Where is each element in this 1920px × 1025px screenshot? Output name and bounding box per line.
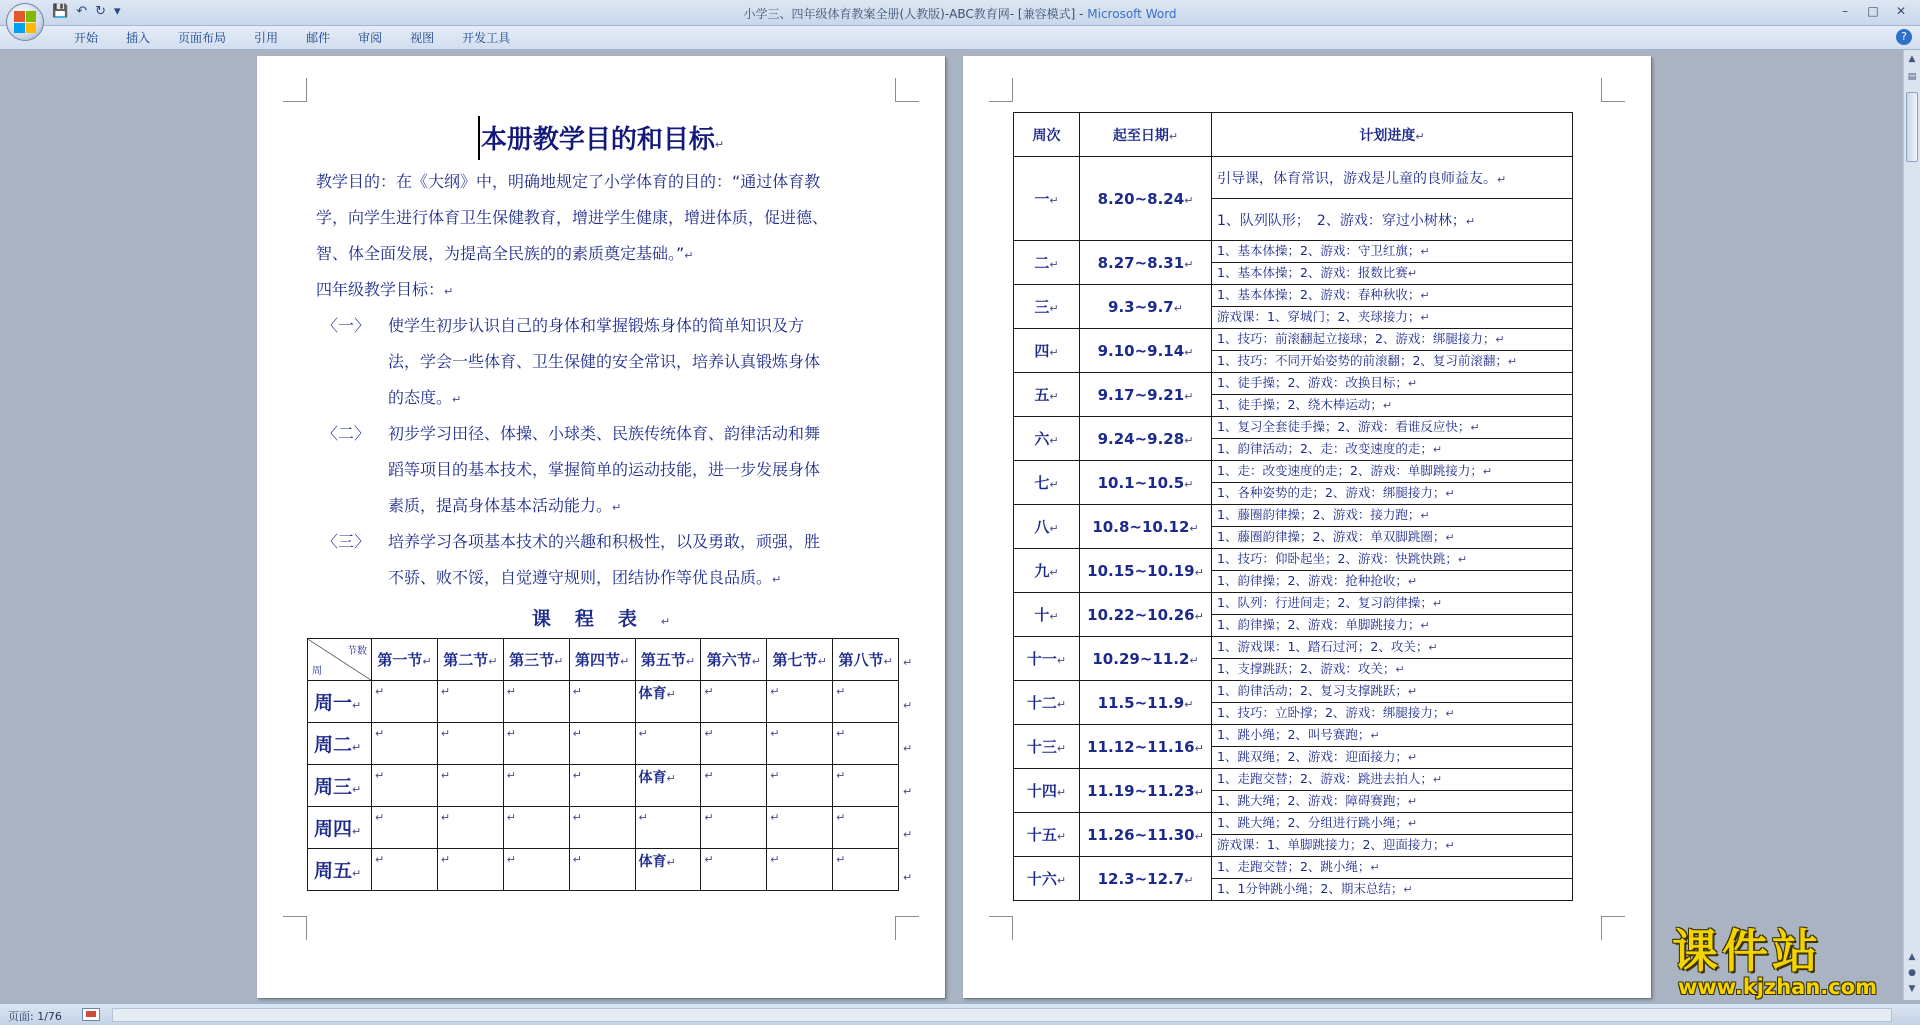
plan-item-cell[interactable]: 1、走跑交替；2、跳小绳；↵ <box>1212 857 1573 879</box>
plan-item-cell[interactable]: 1、技巧：仰卧起坐；2、游戏：快跳快跳；↵ <box>1212 549 1573 571</box>
date-range-cell: 10.8~10.12↵ <box>1080 505 1212 549</box>
day-cell: 周三↵ <box>308 765 372 807</box>
schedule-cell[interactable]: ↵ <box>372 807 438 849</box>
period-header: 第一节↵ <box>372 639 438 681</box>
ribbon-tab[interactable]: 引用 <box>254 31 279 45</box>
close-icon[interactable]: ✕ <box>1895 4 1907 18</box>
schedule-cell[interactable]: ↵ <box>701 681 767 723</box>
crop-mark <box>989 78 1013 102</box>
day-cell: 周五↵ <box>308 849 372 891</box>
period-header: 第五节↵ <box>635 639 701 681</box>
schedule-cell[interactable]: ↵ <box>437 807 503 849</box>
horizontal-scrollbar[interactable] <box>112 1008 1892 1022</box>
row-end-mark: ↵ <box>903 699 913 712</box>
date-range-cell: 11.19~11.23↵ <box>1080 769 1212 813</box>
grade-heading-text: 四年级教学目标： <box>316 280 445 299</box>
period-header: 第七节↵ <box>767 639 833 681</box>
plan-row <box>1014 417 1573 439</box>
goal-item: 〈二〉 初步学习田径、体操、小球类、民族传统体育、韵律活动和舞 蹈等项目的基本技术，掌握简单的运动技能，进一步发展身体 素质，提高身体基本活动能力。↵ <box>316 416 896 526</box>
class-schedule-table[interactable] <box>307 638 899 891</box>
row-end-mark: ↵ <box>903 656 913 669</box>
plan-item-cell[interactable]: 1、游戏课：1、踏石过河；2、攻关；↵ <box>1212 637 1573 659</box>
week-cell: 二↵ <box>1014 241 1080 285</box>
schedule-cell[interactable]: ↵ <box>833 849 899 891</box>
header-dates: 起至日期↵ <box>1080 113 1212 157</box>
date-range-cell: 9.17~9.21↵ <box>1080 373 1212 417</box>
schedule-cell[interactable]: ↵ <box>569 849 635 891</box>
plan-row <box>1014 329 1573 351</box>
crop-mark <box>1601 78 1625 102</box>
minimize-icon[interactable]: – <box>1842 4 1848 18</box>
schedule-row <box>308 723 899 765</box>
plan-row <box>1014 681 1573 703</box>
crop-mark <box>895 916 919 940</box>
schedule-cell[interactable]: ↵ <box>372 723 438 765</box>
ribbon-tab[interactable]: 页面布局 <box>178 31 227 45</box>
text-line: 不骄、败不馁，自觉遵守规则，团结协作等优良品质。 <box>388 568 773 587</box>
page-count[interactable]: 页面: 1/76 <box>8 1010 62 1023</box>
schedule-cell[interactable]: ↵ <box>569 807 635 849</box>
crop-mark <box>283 78 307 102</box>
schedule-cell[interactable]: ↵ <box>503 807 569 849</box>
schedule-cell[interactable]: ↵ <box>767 807 833 849</box>
window-title: 小学三、四年级体育教案全册(人教版)-ABC教育网- [兼容模式] - Microsoft Word <box>743 7 1177 21</box>
scroll-up-icon[interactable]: ▲ <box>1908 54 1916 64</box>
schedule-title-text: 课程表 <box>531 608 661 630</box>
plan-item-cell[interactable]: 1、技巧：立卧撑；2、游戏：绑腿接力；↵ <box>1212 703 1573 725</box>
plan-item-cell[interactable]: 1、跳大绳；2、游戏：障碍赛跑；↵ <box>1212 791 1573 813</box>
help-icon[interactable]: ? <box>1896 29 1912 45</box>
date-range-cell: 11.5~11.9↵ <box>1080 681 1212 725</box>
week-cell: 五↵ <box>1014 373 1080 417</box>
save-icon[interactable]: 💾 <box>52 4 69 19</box>
schedule-cell[interactable]: ↵ <box>503 849 569 891</box>
plan-row <box>1014 593 1573 615</box>
period-header: 第八节↵ <box>833 639 899 681</box>
schedule-row <box>308 681 899 723</box>
day-cell: 周四↵ <box>308 807 372 849</box>
week-cell: 一↵ <box>1014 157 1080 241</box>
date-range-cell: 9.10~9.14↵ <box>1080 329 1212 373</box>
plan-item-cell[interactable]: 1、走：改变速度的走；2、游戏：单脚跳接力；↵ <box>1212 461 1573 483</box>
ribbon-tab[interactable]: 插入 <box>126 31 151 45</box>
plan-item-cell[interactable]: 1、跳大绳；2、分组进行跳小绳；↵ <box>1212 813 1573 835</box>
customize-qat-icon[interactable]: ▾ <box>114 4 121 19</box>
row-end-mark: ↵ <box>903 871 913 884</box>
schedule-corner-cell <box>308 639 372 681</box>
app-name: Microsoft Word <box>1087 7 1177 21</box>
schedule-cell[interactable]: ↵ <box>701 765 767 807</box>
teaching-plan-table[interactable] <box>1013 112 1573 901</box>
proofing-icon[interactable] <box>82 1008 100 1021</box>
week-cell: 十三↵ <box>1014 725 1080 769</box>
date-range-cell: 12.3~12.7↵ <box>1080 857 1212 901</box>
week-cell: 六↵ <box>1014 417 1080 461</box>
schedule-cell[interactable]: ↵ <box>503 723 569 765</box>
week-cell: 三↵ <box>1014 285 1080 329</box>
ribbon-tab[interactable]: 开始 <box>74 31 99 45</box>
plan-item-cell[interactable]: 1、复习全套徒手操；2、游戏：看谁反应快；↵ <box>1212 417 1573 439</box>
text-line: 使学生初步认识自己的身体和掌握锻炼身体的简单知识及方 <box>388 316 805 335</box>
ribbon-tabs <box>0 26 1920 50</box>
week-cell: 九↵ <box>1014 549 1080 593</box>
schedule-cell[interactable]: ↵ <box>767 765 833 807</box>
ribbon-tab[interactable]: 视图 <box>410 31 435 45</box>
schedule-cell[interactable]: ↵ <box>701 807 767 849</box>
text-line: 智、体全面发展，为提高全民族的的素质奠定基础。” <box>316 244 685 263</box>
schedule-title: 课程表↵ <box>531 608 671 630</box>
status-bar <box>0 1003 1920 1025</box>
schedule-row <box>308 849 899 891</box>
plan-item-cell[interactable]: 1、走跑交替；2、游戏：跳进去拍人；↵ <box>1212 769 1573 791</box>
schedule-cell[interactable]: ↵ <box>372 765 438 807</box>
date-range-cell: 8.20~8.24↵ <box>1080 157 1212 241</box>
date-range-cell: 9.3~9.7↵ <box>1080 285 1212 329</box>
ribbon-tab[interactable]: 审阅 <box>358 31 383 45</box>
plan-item-cell[interactable]: 引导课，体育常识，游戏是儿童的良师益友。↵ <box>1212 157 1573 199</box>
date-range-cell: 10.22~10.26↵ <box>1080 593 1212 637</box>
plan-item-cell[interactable]: 1、1分钟跳小绳；2、期末总结；↵ <box>1212 879 1573 901</box>
schedule-cell[interactable]: ↵ <box>701 849 767 891</box>
plan-item-cell[interactable]: 1、韵律活动；2、复习支撑跳跃；↵ <box>1212 681 1573 703</box>
scroll-thumb[interactable] <box>1906 92 1918 162</box>
plan-item-cell[interactable]: 1、基本体操；2、游戏：春种秋收；↵ <box>1212 285 1573 307</box>
plan-row <box>1014 637 1573 659</box>
plan-item-cell[interactable]: 1、技巧：不同开始姿势的前滚翻；2、复习前滚翻；↵ <box>1212 351 1573 373</box>
schedule-cell[interactable]: ↵ <box>767 723 833 765</box>
ribbon-tab[interactable]: 开发工具 <box>462 31 511 45</box>
schedule-cell[interactable]: ↵ <box>372 849 438 891</box>
plan-item-cell[interactable]: 1、支撑跳跃；2、游戏：攻关；↵ <box>1212 659 1573 681</box>
browse-object-icon[interactable]: ● <box>1908 968 1916 978</box>
schedule-cell[interactable]: ↵ <box>569 681 635 723</box>
date-range-cell: 11.26~11.30↵ <box>1080 813 1212 857</box>
schedule-cell[interactable]: ↵ <box>833 681 899 723</box>
undo-icon[interactable]: ↶ <box>76 4 88 19</box>
schedule-cell[interactable]: ↵ <box>437 681 503 723</box>
plan-item-cell[interactable]: 1、跳双绳；2、游戏：迎面接力；↵ <box>1212 747 1573 769</box>
date-range-cell: 10.15~10.19↵ <box>1080 549 1212 593</box>
prev-page-icon[interactable]: ▲ <box>1908 952 1916 962</box>
period-header: 第三节↵ <box>503 639 569 681</box>
plan-item-cell[interactable]: 1、韵律操；2、游戏：抢种抢收；↵ <box>1212 571 1573 593</box>
schedule-row <box>308 765 899 807</box>
watermark-brand: 课件站 <box>1672 924 1822 978</box>
week-cell: 十四↵ <box>1014 769 1080 813</box>
document-page-2[interactable] <box>963 56 1651 998</box>
crop-mark <box>283 916 307 940</box>
week-cell: 十↵ <box>1014 593 1080 637</box>
plan-row <box>1014 857 1573 879</box>
date-range-cell: 11.12~11.16↵ <box>1080 725 1212 769</box>
plan-item-cell[interactable]: 1、基本体操；2、游戏：守卫红旗；↵ <box>1212 241 1573 263</box>
text-cursor <box>478 116 480 160</box>
plan-item-cell[interactable]: 1、韵律活动；2、走：改变速度的走；↵ <box>1212 439 1573 461</box>
schedule-cell[interactable]: 体育↵ <box>635 849 701 891</box>
vertical-scrollbar[interactable] <box>1903 50 1920 1000</box>
corner-label-periods: 节数 <box>347 646 367 657</box>
text-line: 初步学习田径、体操、小球类、民族传统体育、韵律活动和舞 <box>388 424 821 443</box>
text-line: 法，学会一些体育、卫生保健的安全常识，培养认真锻炼身体 <box>388 352 821 371</box>
schedule-header-row <box>308 639 899 681</box>
text-line: 教学目的：在《大纲》中，明确地规定了小学体育的目的：“通过体育教 <box>316 172 821 191</box>
row-end-mark: ↵ <box>903 785 913 798</box>
header-plan: 计划进度↵ <box>1212 113 1573 157</box>
redo-icon[interactable]: ↻ <box>95 4 106 19</box>
grade-heading: 四年级教学目标：↵ <box>316 280 454 299</box>
week-cell: 七↵ <box>1014 461 1080 505</box>
title-bar <box>0 0 1920 26</box>
schedule-cell[interactable]: ↵ <box>569 723 635 765</box>
plan-item-cell[interactable]: 1、藤圈韵律操；2、游戏：单双脚跳圈；↵ <box>1212 527 1573 549</box>
week-cell: 八↵ <box>1014 505 1080 549</box>
plan-item-cell[interactable]: 1、跳小绳；2、叫号赛跑；↵ <box>1212 725 1573 747</box>
page-title: 本册教学目的和目标↵ <box>257 116 945 160</box>
plan-item-cell[interactable]: 1、基本体操；2、游戏：报数比赛↵ <box>1212 263 1573 285</box>
plan-row <box>1014 461 1573 483</box>
date-range-cell: 8.27~8.31↵ <box>1080 241 1212 285</box>
plan-item-cell[interactable]: 1、藤圈韵律操；2、游戏：接力跑；↵ <box>1212 505 1573 527</box>
plan-item-cell[interactable]: 游戏课：1、穿城门；2、夹球接力；↵ <box>1212 307 1573 329</box>
plan-row <box>1014 769 1573 791</box>
goal-item: 〈一〉 使学生初步认识自己的身体和掌握锻炼身体的简单知识及方 法，学会一些体育、卫生保健的安全常识，培养认真锻炼身体 的态度。↵ <box>316 308 896 418</box>
crop-mark <box>1601 916 1625 940</box>
date-range-cell: 10.29~11.2↵ <box>1080 637 1212 681</box>
date-range-cell: 9.24~9.28↵ <box>1080 417 1212 461</box>
tab-list <box>60 29 524 47</box>
plan-row <box>1014 549 1573 571</box>
schedule-cell[interactable]: ↵ <box>635 723 701 765</box>
plan-item-cell[interactable]: 游戏课：1、单脚跳接力；2、迎面接力；↵ <box>1212 835 1573 857</box>
goal-number: 〈一〉 <box>322 316 371 335</box>
schedule-cell[interactable]: ↵ <box>437 723 503 765</box>
corner-label-week: 周 <box>312 666 322 677</box>
text-line: 素质，提高身体基本活动能力。 <box>388 496 613 515</box>
text-line: 培养学习各项基本技术的兴趣和积极性，以及勇敢，顽强，胜 <box>388 532 821 551</box>
period-header: 第六节↵ <box>701 639 767 681</box>
plan-row <box>1014 813 1573 835</box>
plan-row <box>1014 725 1573 747</box>
plan-row <box>1014 373 1573 395</box>
text-line: 的态度。 <box>388 388 453 407</box>
schedule-cell[interactable]: ↵ <box>833 807 899 849</box>
plan-item-cell[interactable]: 1、各种姿势的走；2、游戏：绑腿接力；↵ <box>1212 483 1573 505</box>
teaching-purpose-paragraph: 教学目的：在《大纲》中，明确地规定了小学体育的目的：“通过体育教 学，向学生进行体育卫生保健教育，增进学生健康，增进体质，促进德、 智、体全面发展，为提高全民族的的素质奠定基础。”↵ <box>316 164 896 274</box>
schedule-cell[interactable]: ↵ <box>372 681 438 723</box>
scroll-down-icon[interactable]: ▼ <box>1908 984 1916 994</box>
day-cell: 周一↵ <box>308 681 372 723</box>
window-controls <box>1832 2 1914 20</box>
plan-row <box>1014 505 1573 527</box>
row-end-mark: ↵ <box>903 828 913 841</box>
schedule-cell[interactable]: ↵ <box>833 765 899 807</box>
schedule-cell[interactable]: ↵ <box>569 765 635 807</box>
document-title: 小学三、四年级体育教案全册(人教版)-ABC教育网- [兼容模式] <box>743 7 1076 21</box>
schedule-cell[interactable]: 体育↵ <box>635 765 701 807</box>
plan-row <box>1014 157 1573 199</box>
ribbon-tab[interactable]: 邮件 <box>306 31 331 45</box>
week-cell: 十二↵ <box>1014 681 1080 725</box>
schedule-cell[interactable]: ↵ <box>503 765 569 807</box>
goal-number: 〈二〉 <box>322 424 371 443</box>
maximize-icon[interactable]: □ <box>1867 4 1879 18</box>
ruler-toggle-icon[interactable]: ▤ <box>1907 72 1917 82</box>
office-button[interactable] <box>6 3 44 41</box>
crop-mark <box>989 916 1013 940</box>
schedule-cell[interactable]: ↵ <box>437 849 503 891</box>
goal-number: 〈三〉 <box>322 532 371 551</box>
plan-row <box>1014 241 1573 263</box>
goal-item: 〈三〉 培养学习各项基本技术的兴趣和积极性，以及勇敢，顽强，胜 不骄、败不馁，自觉遵守规则，团结协作等优良品质。↵ <box>316 524 896 598</box>
plan-header-row <box>1014 113 1573 157</box>
schedule-cell[interactable]: ↵ <box>767 681 833 723</box>
plan-item-cell[interactable]: 1、徒手操；2、绕木棒运动；↵ <box>1212 395 1573 417</box>
plan-item-cell[interactable]: 1、队列队形； 2、游戏：穿过小树林；↵ <box>1212 199 1573 241</box>
text-line: 学，向学生进行体育卫生保健教育，增进学生健康，增进体质，促进德、 <box>316 208 829 227</box>
date-range-cell: 10.1~10.5↵ <box>1080 461 1212 505</box>
crop-mark <box>895 78 919 102</box>
document-page-1[interactable] <box>257 56 945 998</box>
watermark-url: www.kjzhan.com <box>1678 975 1878 999</box>
week-cell: 十五↵ <box>1014 813 1080 857</box>
plan-item-cell[interactable]: 1、徒手操；2、游戏：改换目标；↵ <box>1212 373 1573 395</box>
period-header: 第二节↵ <box>437 639 503 681</box>
plan-item-cell[interactable]: 1、技巧：前滚翻起立接球；2、游戏：绑腿接力；↵ <box>1212 329 1573 351</box>
row-end-mark: ↵ <box>903 742 913 755</box>
plan-row <box>1014 285 1573 307</box>
header-week: 周次 <box>1014 113 1080 157</box>
schedule-cell[interactable]: ↵ <box>701 723 767 765</box>
week-cell: 十六↵ <box>1014 857 1080 901</box>
week-cell: 十一↵ <box>1014 637 1080 681</box>
site-watermark <box>1672 926 1902 1004</box>
day-cell: 周二↵ <box>308 723 372 765</box>
title-text: 本册教学目的和目标 <box>480 125 715 155</box>
schedule-cell[interactable]: 体育↵ <box>635 681 701 723</box>
schedule-cell[interactable]: ↵ <box>635 807 701 849</box>
text-line: 蹈等项目的基本技术，掌握简单的运动技能，进一步发展身体 <box>388 460 821 479</box>
schedule-cell[interactable]: ↵ <box>833 723 899 765</box>
schedule-cell[interactable]: ↵ <box>437 765 503 807</box>
period-header: 第四节↵ <box>569 639 635 681</box>
plan-item-cell[interactable]: 1、韵律操；2、游戏：单脚跳接力；↵ <box>1212 615 1573 637</box>
schedule-cell[interactable]: ↵ <box>767 849 833 891</box>
week-cell: 四↵ <box>1014 329 1080 373</box>
schedule-cell[interactable]: ↵ <box>503 681 569 723</box>
plan-item-cell[interactable]: 1、队列：行进间走；2、复习韵律操；↵ <box>1212 593 1573 615</box>
schedule-row <box>308 807 899 849</box>
office-logo-icon <box>14 11 36 33</box>
